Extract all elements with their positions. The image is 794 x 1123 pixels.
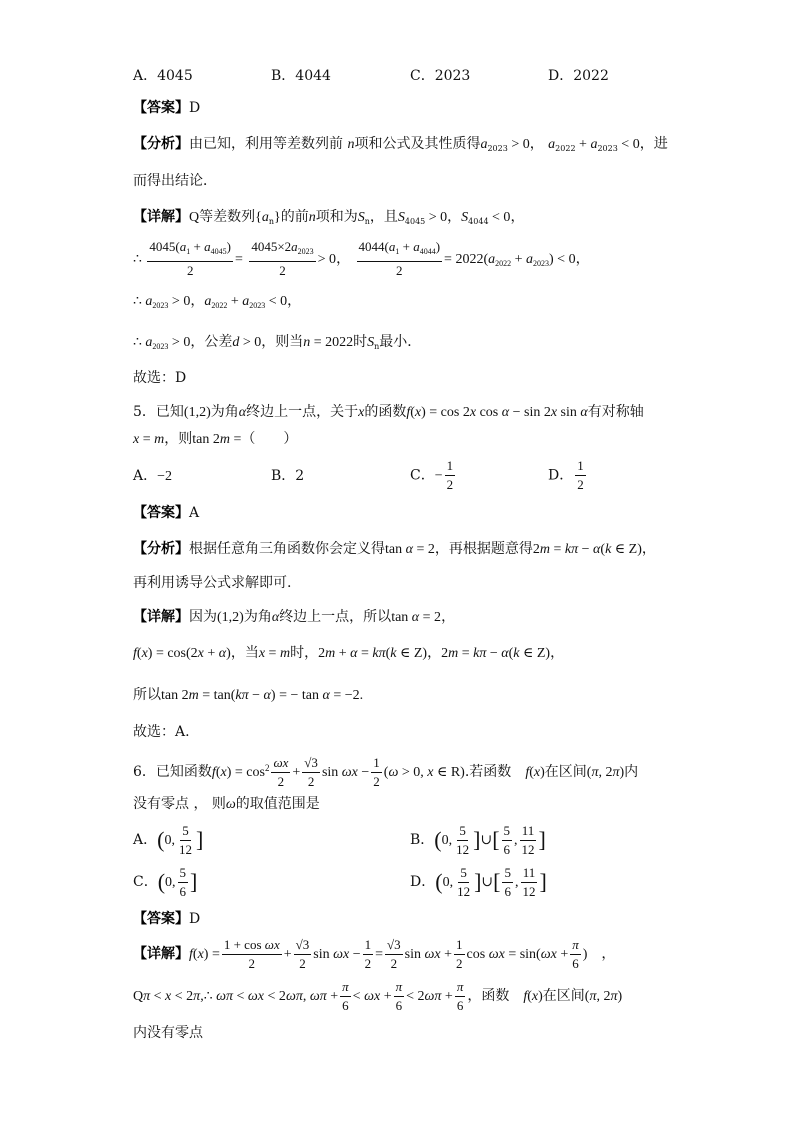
q5-analysis-line-2: 再利用诱导公式求解即可. [133, 575, 292, 591]
q5-option-c: C．− $\frac{1}{2}$ [410, 458, 454, 492]
detail-text: ，函数 [467, 988, 510, 1004]
q4-analysis-line-1: 【分析】由已知，利用等差数列前 n项和公式及其性质得$a_{2023} > 0$， $a_{2022} + a_{2023} < 0$，进 [133, 136, 668, 153]
q6-stem-line-2: 没有零点 ， 则ω的取值范围是 [133, 796, 320, 812]
answer-value: A [189, 505, 200, 521]
q4-detail-line-1: 【详解】Q等差数列$\{a_n\}$的前n项和为$S_n$，且$S_{4045} > 0$，$S_{4044} < 0$， [133, 209, 525, 226]
q4-answer-line [133, 97, 200, 119]
detail-text: ，且 [369, 209, 398, 225]
q6-stem-text: 内 [624, 764, 639, 780]
q5-stem-line-1: 5．已知(1,2)为角α终边上一点，关于x的函数f(x) = cos 2x cos α − sin 2x sin α有对称轴 [133, 404, 644, 420]
q4-detail-line-3: ∴ $a_{2023} > 0$，$a_{2022} + a_{2023} < 0$， [133, 293, 302, 310]
analysis-tag: 【分析】 [133, 136, 189, 152]
q4-option-c: C．2023 [410, 68, 471, 84]
detail-text: 为角 [243, 609, 272, 625]
q6-stem-text: 没有零点 ， 则 [133, 796, 226, 812]
q5-option-a: A．−2 [133, 468, 173, 484]
q6-stem-text: 的取值范围是 [235, 796, 320, 812]
detail-tag: 【详解】 [133, 609, 189, 625]
q5-stem-text: 有对称轴 [587, 404, 644, 420]
answer-tag: 【答案】 [133, 100, 189, 116]
q5-stem-text: 终边上一点，关于 [246, 404, 359, 420]
q6-stem-text: 在区间 [544, 764, 587, 780]
q6-detail-line-3: 内没有零点 [133, 1025, 203, 1041]
detail-tag: 【详解】 [133, 946, 189, 962]
q4-analysis-line-2: 而得出结论． [133, 173, 217, 189]
detail-text: 终边上一点，所以 [279, 609, 392, 625]
q5-detail-line-3: 所以tan 2m = tan(kπ − α) = − tan α = −2. [133, 687, 364, 703]
q4-conclude: 故选：D [133, 370, 187, 386]
detail-text: 在区间 [542, 988, 585, 1004]
q6-answer-line [133, 908, 200, 930]
answer-value: D [189, 100, 201, 116]
q4-option-a: A．4045 [133, 68, 193, 84]
q6-stem-text: .若函数 [464, 764, 512, 780]
q4-detail-line-4: ∴ $a_{2023} > 0$，公差d > 0，则当n = 2022时$S_n$最小． [133, 334, 422, 351]
q5-analysis-line-1: 【分析】根据任意角三角函数你会定义得tan α = 2，再根据题意得2m = kπ − α(k ∈ Z)， [133, 541, 656, 557]
detail-text: 所以 [133, 687, 161, 703]
q5-stem-text: 5．已知 [133, 404, 184, 420]
q5-option-d: D． $\frac{1}{2}$ [548, 458, 584, 492]
q6-option-a: A．(0, $\frac{5}{12}$ ] [133, 822, 204, 857]
q5-stem-text: ，则 [164, 431, 193, 447]
analysis-text: ，再根据题意得 [434, 541, 533, 557]
answer-tag: 【答案】 [133, 505, 189, 521]
q5-detail-line-1: 【详解】因为(1,2)为角α终边上一点，所以tan α = 2， [133, 609, 456, 625]
q5-stem-text: 为角 [210, 404, 239, 420]
detail-text: 时， [290, 645, 319, 661]
analysis-text: 根据任意角三角函数你会定义得 [189, 541, 385, 557]
q6-detail-line-2: Qπ < x < 2π,∴ ωπ < ωx < 2ωπ, ωπ + $\frac{\pi}{6}$ < ωx + $\frac{\pi}{6}$ < 2ωπ + $\frac{\pi}{6}$ ，函数 f(x)在区间(π, 2π) [133, 978, 623, 1013]
detail-text: 等差数列 [199, 209, 256, 225]
q6-option-d: D．(0, $\frac{5}{12}$ ]∪[ $\frac{5}{6}$ , $\frac{11}{12}$ ] [410, 864, 547, 899]
q5-detail-line-2: f(x) = cos(2x + α)，当x = m时，2m + α = kπ(k ∈ Z)，2m = kπ − α(k ∈ Z)， [133, 645, 565, 661]
q5-option-b: B．2 [271, 468, 305, 484]
answer-value: D [189, 911, 201, 927]
q6-option-b: B．(0, $\frac{5}{12}$ ]∪[ $\frac{5}{6}$ , $\frac{11}{12}$ ] [410, 822, 546, 857]
q6-option-c: C．(0, $\frac{5}{6}$ ] [133, 864, 198, 899]
q4-option-d: D．2022 [548, 68, 609, 84]
detail-text: ，当 [230, 645, 259, 661]
analysis-text: ，进 [639, 136, 668, 152]
detail-text: 项和为 [315, 209, 358, 225]
detail-text: 因为 [189, 609, 217, 625]
q4-option-b: B．4044 [271, 68, 331, 84]
q4-detail-equation-1: ∴ $\frac{4045(a_1 + a_{4045})}{2}$ = $\frac{4045\times 2a_{2023}}{2}$ > 0， $\frac{4044(a_1 + a_{4044})}{2}$ = $2022(a_{2022} + a_{2023}) < 0$， [133, 239, 590, 278]
q5-answer-line [133, 502, 199, 524]
analysis-tag: 【分析】 [133, 541, 189, 557]
answer-tag: 【答案】 [133, 911, 189, 927]
analysis-text: 由已知，利用等差数列前 [189, 136, 343, 152]
q5-stem-line-2: x = m，则tan 2m =（ ） [133, 431, 298, 447]
analysis-text: 项和公式及其性质得 [354, 136, 481, 152]
q5-stem-text: 的函数 [364, 404, 407, 420]
q6-stem-text: 6．已知函数 [133, 764, 212, 780]
q6-detail-line-1: 【详解】f(x) = $\frac{\text{1 + cos ωx}}{2}$ + $\frac{√3}{2}$ sin ωx − $\frac{1}{2}$ = $\frac{√3}{2}$ sin ωx + $\frac{1}{2}$ cos ωx = sin(ωx + $\frac{\pi}{6}$ ) ， [133, 936, 616, 971]
detail-text: 的前 [280, 209, 309, 225]
detail-tag: 【详解】 [133, 209, 189, 225]
q6-stem-line-1: 6．已知函数$f(x) = \cos^2$ $\frac{\omega x}{2}$ + $\frac{√3}{2}$ sin ωx − $\frac{1}{2}$ (ω > 0, x ∈ R).若函数 f(x)在区间(π, 2π)内 [133, 754, 639, 789]
q5-conclude: 故选：A. [133, 724, 190, 740]
q5-stem-text: （ ） [241, 431, 298, 447]
